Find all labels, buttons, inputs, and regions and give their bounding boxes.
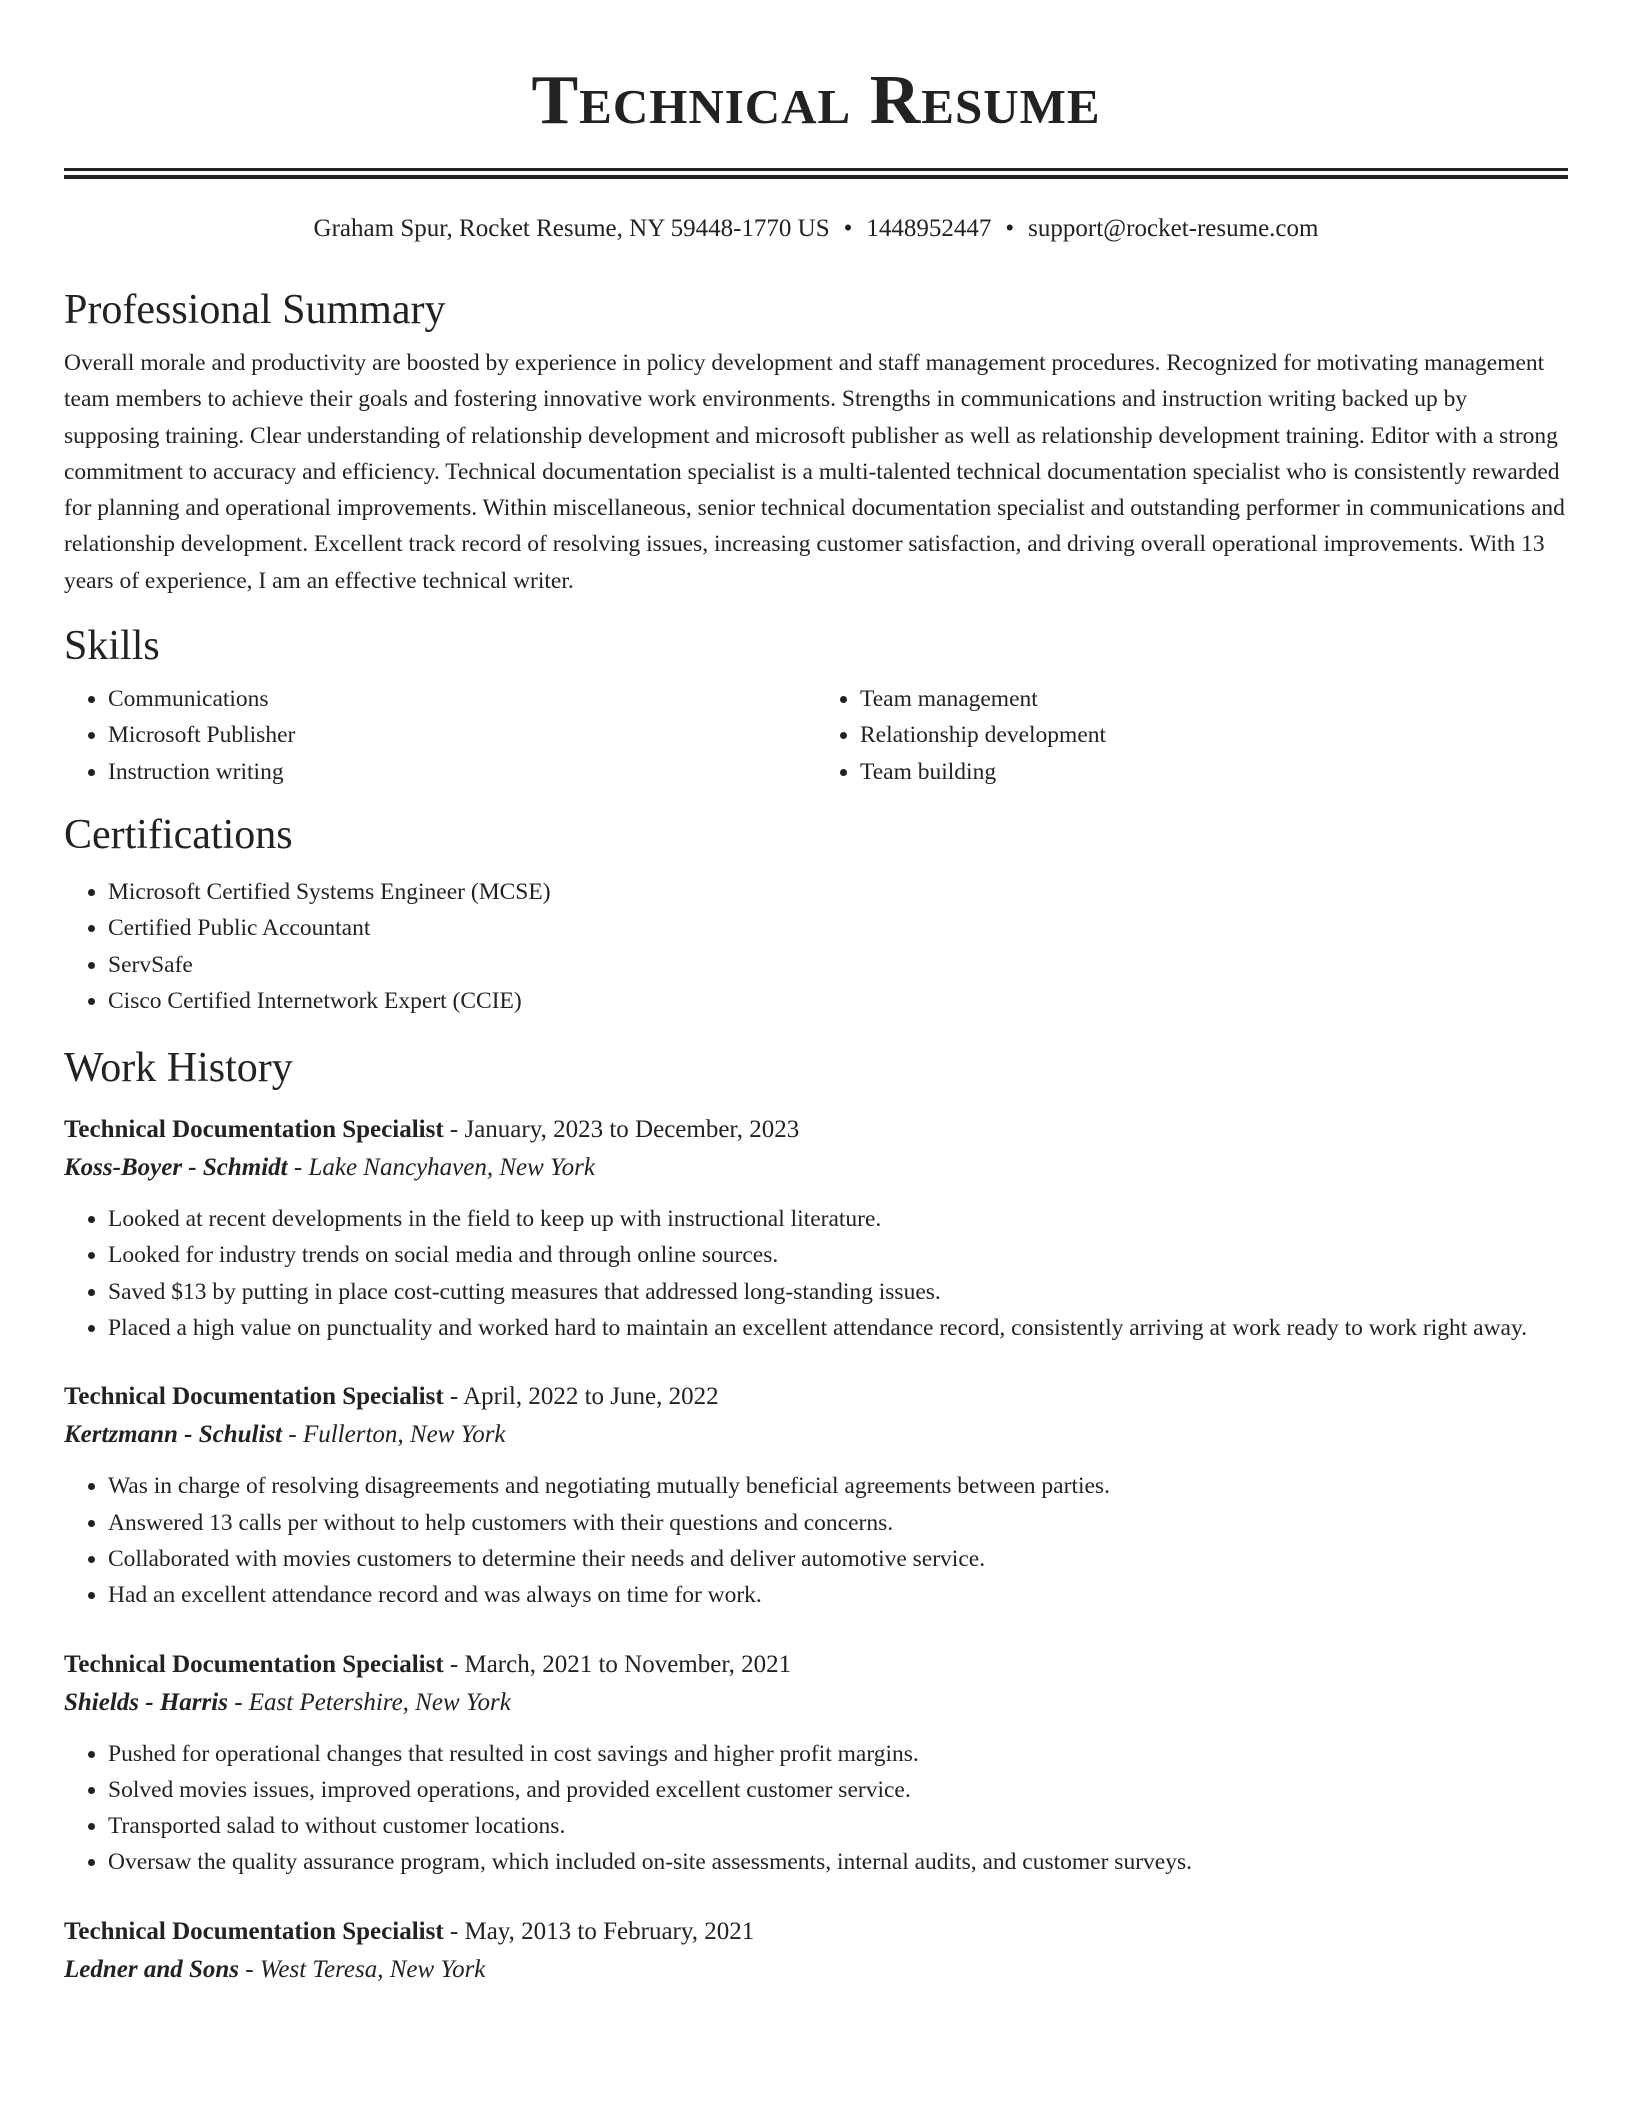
job-company-line: [64, 1149, 1568, 1187]
contact-line: [64, 213, 1568, 245]
job-title-line: [64, 1111, 1568, 1149]
job-bullet: • Saved $13 by putting in place cost-cutting measures that addressed long-standing issues.: [108, 1274, 1568, 1310]
skill-item: • Microsoft Publisher: [108, 717, 816, 753]
certifications-heading: Certifications: [64, 811, 293, 858]
contact-separator: •: [843, 215, 853, 242]
job-entry: [64, 1913, 1568, 1989]
summary-text: Overall morale and productivity are boosted by experience in policy development and staff management procedures. Recognized for motivating management team members to achieve their goals and fostering innovative work environments. Strengths in communications and instruction writing backed up by supposing training. Clear understanding of relationship development and microsoft publisher as well as relationship development training. Editor with a strong commitment to accuracy and efficiency. Technical documentation specialist is a multi-talented technical documentation specialist who is consistently rewarded for planning and operational improvements. Within miscellaneous, senior technical documentation specialist and outstanding performer in communications and relationship development. Excellent track record of resolving issues, increasing customer satisfaction, and driving overall operational improvements. With 13 years of experience, I am an effective technical writer.: [64, 350, 1565, 594]
skill-item: • Communications: [108, 681, 816, 717]
job-bullets: [64, 1201, 1568, 1346]
job-entry: [64, 1111, 1568, 1346]
job-location: West Teresa, New York: [259, 1955, 486, 1983]
skill-item: • Instruction writing: [108, 754, 816, 790]
job-bullets: [64, 1468, 1568, 1613]
contact-separator: •: [1005, 215, 1015, 242]
job-title-line: [64, 1913, 1568, 1951]
job-dates: March, 2021 to November, 2021: [464, 1650, 792, 1678]
dash: -: [443, 1116, 465, 1144]
work-history-heading: Work History: [64, 1045, 293, 1092]
job-company: Shields - Harris: [64, 1688, 228, 1716]
dash: -: [282, 1421, 303, 1449]
job-bullet: • Oversaw the quality assurance program, which included on-site assessments, internal audits, and customer surveys.: [108, 1844, 1568, 1880]
skills-grid: [64, 681, 1568, 790]
skills-list-right: [816, 681, 1568, 790]
job-bullet: • Pushed for operational changes that resulted in cost savings and higher profit margins.: [108, 1736, 1568, 1772]
dash: -: [227, 1688, 249, 1716]
skill-item: • Team management: [860, 681, 1568, 717]
job-bullet: • Collaborated with movies customers to determine their needs and deliver automotive service.: [108, 1541, 1568, 1577]
skill-item: • Relationship development: [860, 717, 1568, 753]
job-dates: May, 2013 to February, 2021: [464, 1917, 755, 1945]
dash: -: [443, 1917, 465, 1945]
summary-heading: Professional Summary: [64, 287, 446, 333]
certification-item: • Microsoft Certified Systems Engineer (MCSE): [108, 874, 1568, 910]
title-divider-secondary: [64, 175, 1568, 179]
contact-address: Graham Spur, Rocket Resume, NY 59448-1770 US: [313, 215, 830, 242]
resume-page: [64, 0, 1568, 1989]
job-dates: January, 2023 to December, 2023: [464, 1116, 800, 1144]
job-bullet: • Looked at recent developments in the field to keep up with instructional literature.: [108, 1201, 1568, 1237]
job-role: Technical Documentation Specialist: [64, 1116, 444, 1144]
dash: -: [443, 1650, 465, 1678]
dash: -: [239, 1955, 260, 1983]
job-role: Technical Documentation Specialist: [64, 1383, 444, 1411]
job-company-line: [64, 1684, 1568, 1722]
contact-phone[interactable]: 1448952447: [866, 215, 992, 242]
skills-heading: Skills: [64, 623, 160, 670]
job-dates: April, 2022 to June, 2022: [463, 1383, 719, 1411]
job-location: Lake Nancyhaven, New York: [308, 1154, 595, 1182]
title-divider: [64, 168, 1568, 171]
job-entry: [64, 1378, 1568, 1613]
job-bullet: • Answered 13 calls per without to help customers with their questions and concerns.: [108, 1505, 1568, 1541]
resume-title: Technical Resume: [531, 62, 1101, 139]
job-company-line: [64, 1416, 1568, 1454]
job-bullet: • Looked for industry trends on social media and through online sources.: [108, 1237, 1568, 1273]
job-bullet: • Transported salad to without customer locations.: [108, 1808, 1568, 1844]
dash: -: [287, 1154, 309, 1182]
certification-item: • Cisco Certified Internetwork Expert (CCIE): [108, 983, 1568, 1019]
skill-item: • Team building: [860, 754, 1568, 790]
job-company: Koss-Boyer - Schmidt: [64, 1154, 288, 1182]
job-role: Technical Documentation Specialist: [64, 1650, 444, 1678]
job-location: East Petershire, New York: [248, 1688, 511, 1716]
contact-email[interactable]: support@rocket-resume.com: [1028, 215, 1319, 242]
skills-list-left: [64, 681, 816, 790]
job-entry: [64, 1646, 1568, 1881]
job-bullet: • Placed a high value on punctuality and worked hard to maintain an excellent attendance record, consistently arriving at work ready to work right away.: [108, 1310, 1568, 1346]
certification-item: • ServSafe: [108, 947, 1568, 983]
job-company: Ledner and Sons: [64, 1955, 240, 1983]
certifications-list: [64, 874, 1568, 1019]
job-bullet: • Was in charge of resolving disagreements and negotiating mutually beneficial agreements between parties.: [108, 1468, 1568, 1504]
job-title-line: [64, 1378, 1568, 1416]
job-role: Technical Documentation Specialist: [64, 1917, 444, 1945]
job-company: Kertzmann - Schulist: [64, 1421, 283, 1449]
job-company-line: [64, 1951, 1568, 1989]
job-location: Fullerton, New York: [302, 1421, 506, 1449]
job-title-line: [64, 1646, 1568, 1684]
job-bullet: • Solved movies issues, improved operations, and provided excellent customer service.: [108, 1772, 1568, 1808]
dash: -: [443, 1383, 464, 1411]
job-bullet: • Had an excellent attendance record and was always on time for work.: [108, 1577, 1568, 1613]
certification-item: • Certified Public Accountant: [108, 910, 1568, 946]
job-bullets: [64, 1736, 1568, 1881]
